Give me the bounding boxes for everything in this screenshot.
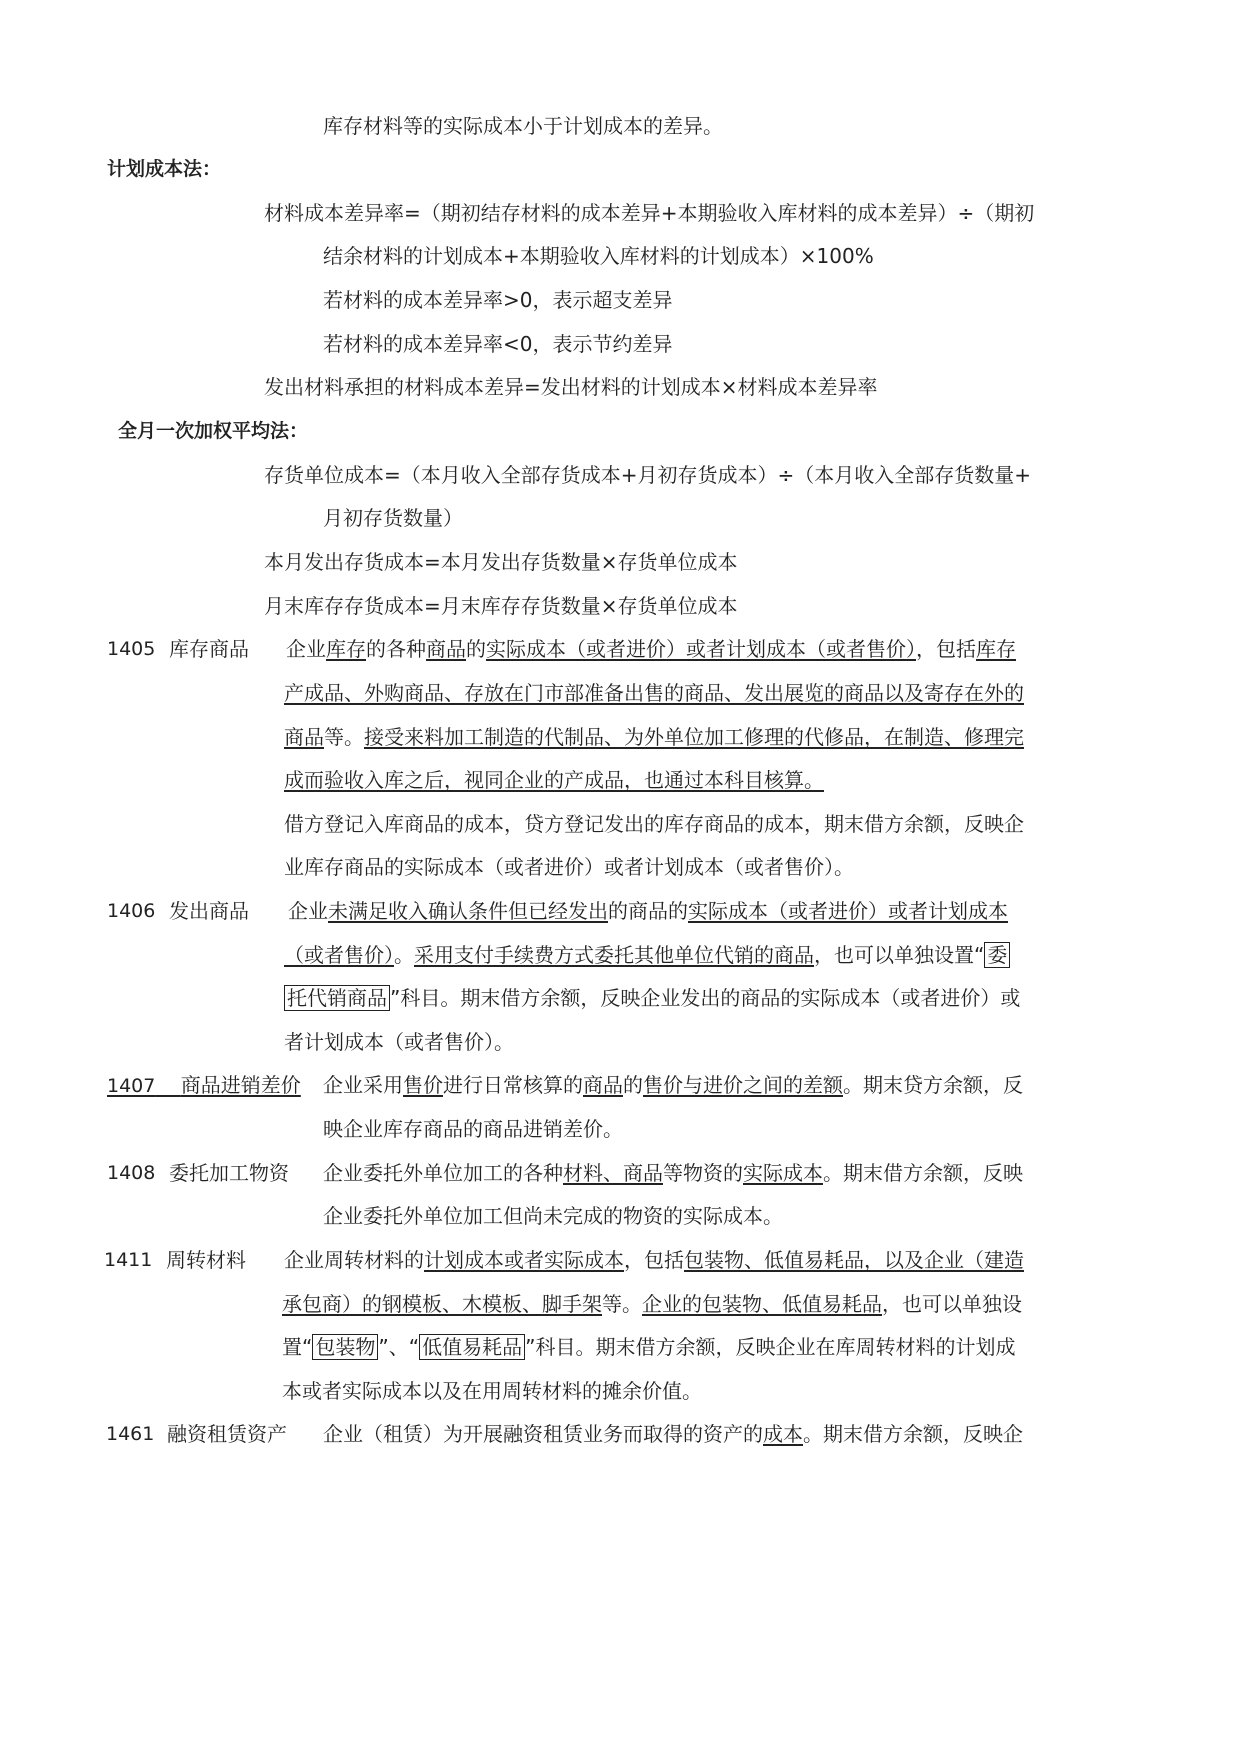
entry-name: 商品进销差价: [180, 1073, 301, 1097]
weighted-formula-end: 月末库存存货成本=月末库存存货数量×存货单位成本: [264, 594, 738, 618]
plan-formula-line1: 材料成本差异率=（期初结存材料的成本差异+本期验收入库材料的成本差异）÷（期初: [264, 201, 1035, 225]
entry-code: 1407: [107, 1075, 156, 1097]
entry-1461-line1: 企业（租赁）为开展融资租赁业务而取得的资产的成本。期末借方余额，反映企: [323, 1422, 1023, 1446]
entry-code: 1406: [107, 900, 156, 922]
weighted-formula-line1: 存货单位成本=（本月收入全部存货成本+月初存货成本）÷（本月收入全部存货数量+: [264, 463, 1032, 487]
entry-1405-line2: 产成品、外购商品、存放在门市部准备出售的商品、发出展览的商品以及寄存在外的: [284, 681, 1024, 705]
weighted-heading: 全月一次加权平均法：: [118, 420, 309, 442]
entry-code: 1461: [106, 1423, 155, 1445]
entry-name: 发出商品: [169, 899, 249, 923]
entry-1405-line6: 业库存商品的实际成本（或者进价）或者计划成本（或者售价）。: [284, 855, 854, 879]
entry-code: 1408: [107, 1162, 156, 1184]
entry-1405-line1: 企业库存的各种商品的实际成本（或者进价）或者计划成本（或者售价），包括库存: [286, 637, 1016, 661]
weighted-formula-line2: 月初存货数量）: [323, 506, 463, 530]
entry-1406-line3: 托代销商品 ”科目。期末借方余额，反映企业发出的商品的实际成本（或者进价）或: [284, 984, 1020, 1012]
plan-formula-issue: 发出材料承担的材料成本差异=发出材料的计划成本×材料成本差异率: [264, 375, 878, 399]
plan-cost-heading: 计划成本法：: [107, 158, 222, 180]
entry-name: 库存商品: [169, 637, 249, 661]
entry-1411-line3: 置“ 包装物 ”、“ 低值易耗品 ”科目。期末借方余额，反映企业在库周转材料的计划成: [282, 1335, 1016, 1359]
entry-1405-line4: 成而验收入库之后，视同企业的产成品，也通过本科目核算。: [284, 768, 824, 792]
intro-line: 库存材料等的实际成本小于计划成本的差异。: [323, 114, 723, 138]
plan-formula-save: 若材料的成本差异率<0，表示节约差异: [323, 332, 673, 356]
entry-1411-line4: 本或者实际成本以及在用周转材料的摊余价值。: [282, 1379, 702, 1403]
entry-1407-line2: 映企业库存商品的商品进销差价。: [323, 1117, 623, 1141]
entry-name: 周转材料: [166, 1248, 246, 1272]
entry-1408-line2: 企业委托外单位加工但尚未完成的物资的实际成本。: [323, 1204, 783, 1228]
entry-1405-line3: 商品等。接受来料加工制造的代制品、为外单位加工修理的代修品，在制造、修理完: [284, 725, 1024, 749]
entry-code: 1405: [107, 638, 156, 660]
entry-1405-line5: 借方登记入库商品的成本，贷方登记发出的库存商品的成本，期末借方余额，反映企: [284, 812, 1024, 836]
entry-1411-line2: 承包商）的钢模板、木模板、脚手架等。企业的包装物、低值易耗品，也可以单独设: [282, 1292, 1022, 1316]
entry-1411-line1: 企业周转材料的计划成本或者实际成本，包括包装物、低值易耗品，以及企业（建造: [284, 1248, 1024, 1272]
plan-formula-line2: 结余材料的计划成本+本期验收入库材料的计划成本）×100%: [323, 244, 874, 268]
entry-1407-title: [107, 1071, 301, 1100]
weighted-formula-issue: 本月发出存货成本=本月发出存货数量×存货单位成本: [264, 550, 738, 574]
entry-1406-line2: （或者售价）。采用支付手续费方式委托其他单位代销的商品，也可以单独设置“ 委: [284, 941, 1010, 969]
entry-name: 融资租赁资产: [167, 1422, 287, 1446]
entry-1408-line1: 企业委托外单位加工的各种材料、商品等物资的实际成本。期末借方余额，反映: [323, 1161, 1023, 1185]
entry-code: 1411: [104, 1249, 153, 1271]
entry-1406-line4: 者计划成本（或者售价）。: [284, 1030, 514, 1054]
entry-name: 委托加工物资: [169, 1161, 289, 1185]
entry-1406-line1: 企业未满足收入确认条件但已经发出的商品的实际成本（或者进价）或者计划成本: [288, 899, 1008, 923]
plan-formula-over: 若材料的成本差异率>0，表示超支差异: [323, 288, 673, 312]
entry-1407-line1: 企业采用售价进行日常核算的商品的售价与进价之间的差额。期末贷方余额，反: [323, 1073, 1023, 1097]
